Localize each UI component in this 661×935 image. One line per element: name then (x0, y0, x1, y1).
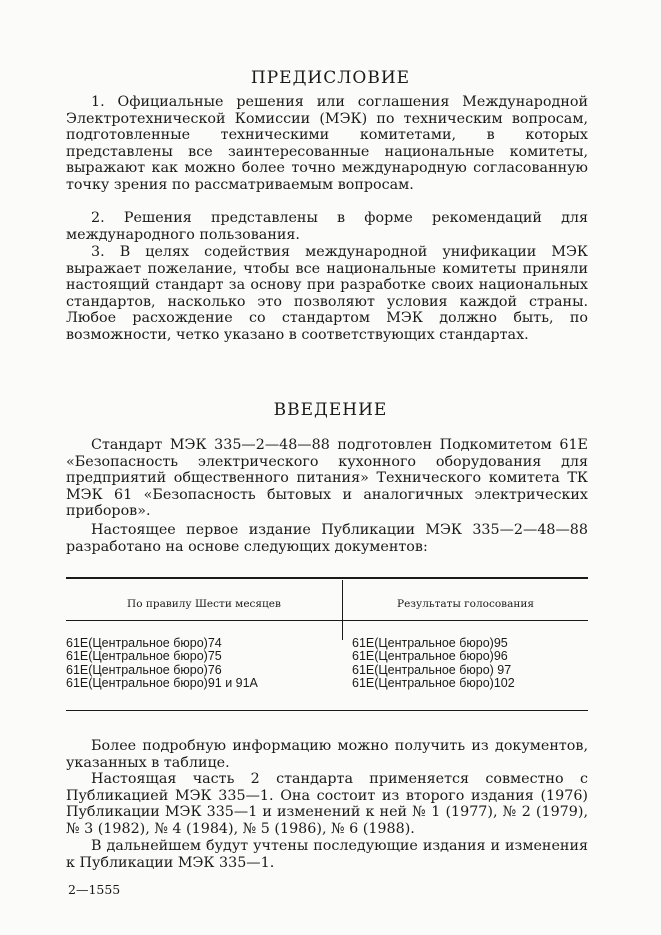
table-cell: 61Е(Центральное бюро) 97 (352, 662, 512, 677)
after-table-paragraph-3: В дальнейшем будут учтены последующие издания и изменения к Публикации МЭК 335—1. (66, 838, 588, 871)
table-header-voting: Результаты голосования (397, 598, 534, 610)
introduction-paragraph-1: Стандарт МЭК 335—2—48—88 подготовлен Подкомитетом 61Е «Безопасность электрического кухонного оборудования для предприятий общественного питания» Технического комитета ТК МЭК 61 «Безопасность бытовых и аналогичных электрических приборов». (66, 437, 588, 520)
introduction-title: ВВЕДЕНИЕ (273, 400, 388, 420)
preface-item-3: 3. В целях содействия международной унификации МЭК выражает пожелание, чтобы все национальные комитеты приняли настоящий стандарт за основу при разработке своих национальных стандартов, насколько это позволяют условия каждой страны. Любое расхождение со стандартом МЭК должно быть, по возможности, четко указано в соответствующих стандартах. (66, 244, 588, 343)
table-bottom-rule (66, 710, 588, 711)
table-column-six-months (66, 637, 258, 691)
table-column-voting (352, 637, 515, 691)
table-top-rule (66, 577, 588, 579)
table-cell: 61Е(Центральное бюро)96 (352, 649, 508, 664)
after-table-paragraph-1: Более подробную информацию можно получить из документов, указанных в таблице. (66, 738, 588, 771)
table-cell: 61Е(Центральное бюро)75 (66, 649, 222, 664)
introduction-paragraph-2: Настоящее первое издание Публикации МЭК 335—2—48—88 разработано на основе следующих документов: (66, 522, 588, 555)
preface-item-1: 1. Официальные решения или соглашения Международной Электротехнической Комиссии (МЭК) по техническим вопросам, подготовленные техническими комитетами, в которых представлены все заинтересованные национальные комитеты, выражают как можно более точно международную согласованную точку зрения по рассматриваемым вопросам. (66, 94, 588, 193)
table-header-rule (66, 620, 588, 621)
table-column-divider (342, 580, 343, 640)
table-cell: 61Е(Центральное бюро)102 (352, 676, 515, 691)
table-cell: 61Е(Центральное бюро)76 (66, 662, 222, 677)
preface-title: ПРЕДИСЛОВИЕ (250, 68, 411, 88)
after-table-paragraph-2: Настоящая часть 2 стандарта применяется совместно с Публикацией МЭК 335—1. Она состоит из второго издания (1976) Публикации МЭК 335—1 и изменений к ней № 1 (1977), № 2 (1979), № 3 (1982), № 4 (1984), № 5 (1986), № 6 (1988). (66, 771, 588, 837)
preface-item-2: 2. Решения представлены в форме рекомендаций для международного пользования. (66, 210, 588, 243)
table-cell: 61Е(Центральное бюро)74 (66, 636, 222, 650)
page-footer-code: 2—1555 (68, 882, 121, 897)
table-header-six-months: По правилу Шести месяцев (127, 598, 281, 610)
table-cell: 61Е(Центральное бюро)91 и 91А (66, 676, 258, 691)
table-cell: 61Е(Центральное бюро)95 (352, 636, 508, 650)
